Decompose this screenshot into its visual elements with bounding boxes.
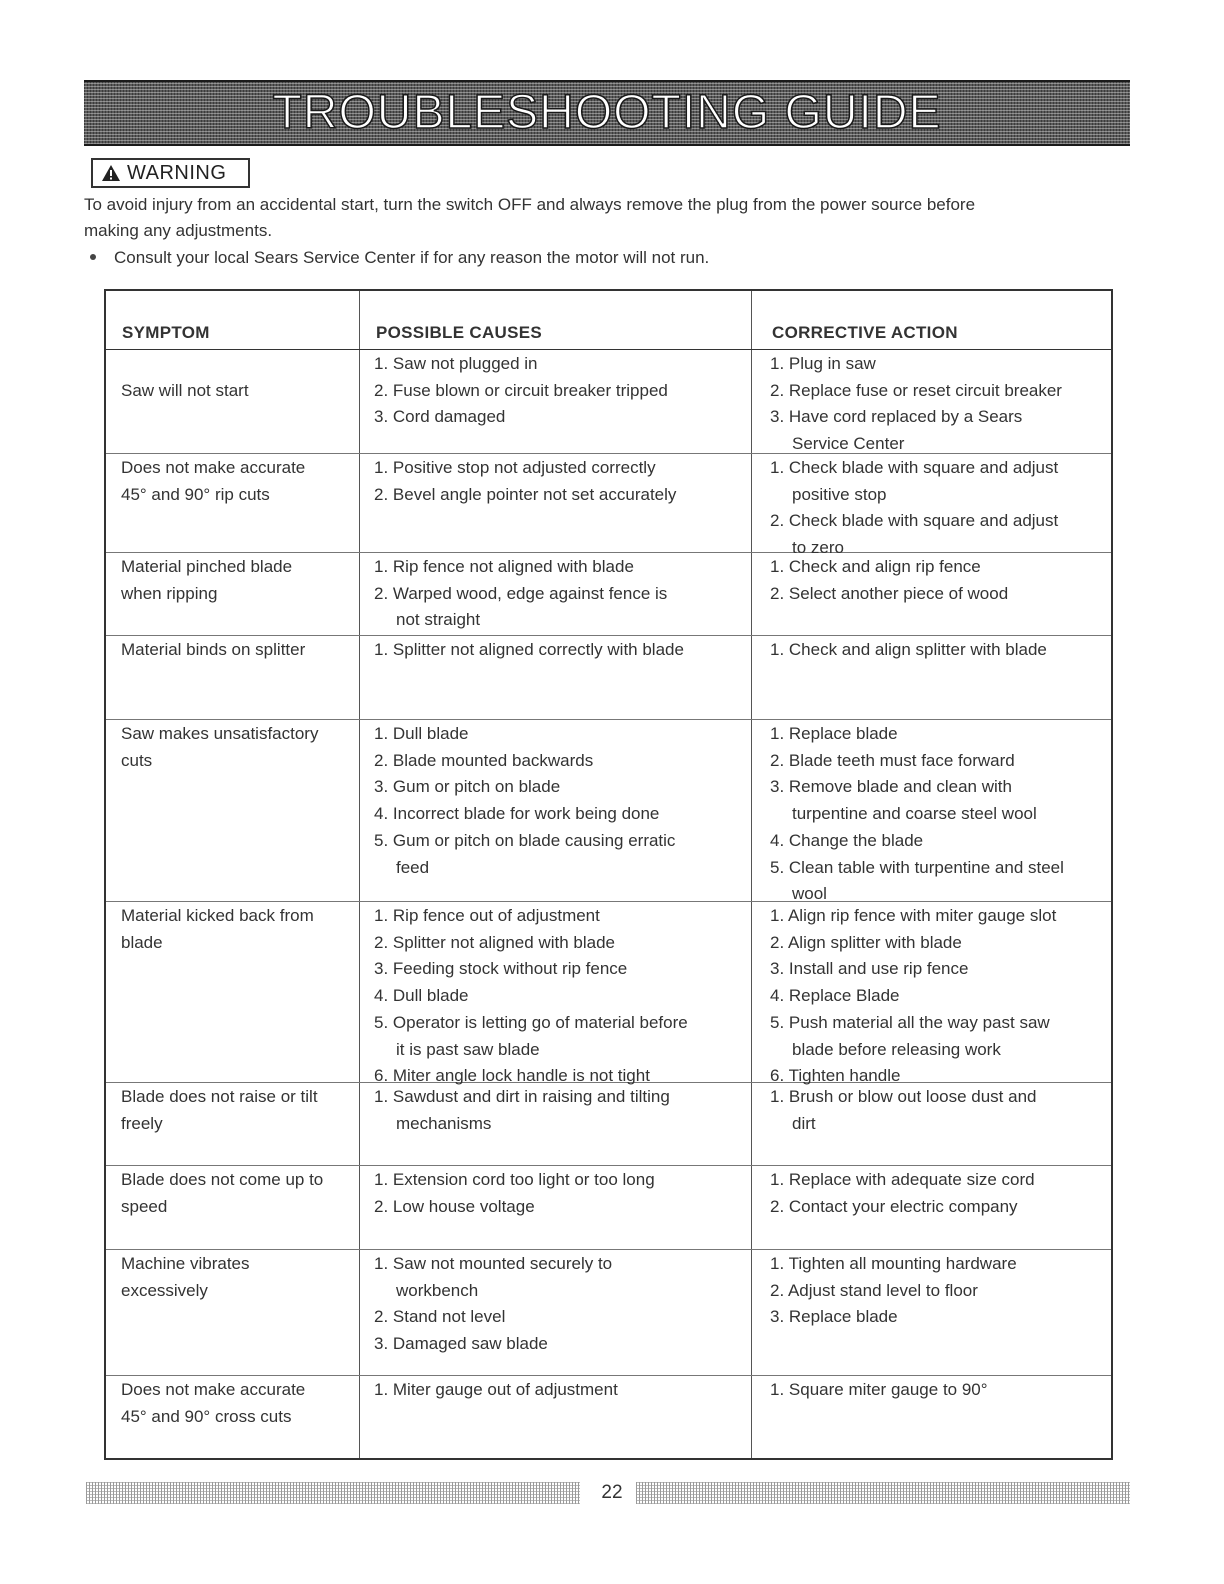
cell-line: 6. Tighten handle: [770, 1066, 901, 1086]
cell-line: 1. Rip fence not aligned with blade: [374, 557, 634, 576]
cell-line: Material binds on splitter: [121, 640, 306, 659]
header-divider: [106, 349, 1111, 350]
cell-line: Service Center: [792, 434, 905, 454]
table-cell-causes: [374, 1167, 655, 1220]
cell-line: 4. Change the blade: [770, 830, 924, 850]
cell-line: 5. Gum or pitch on blade causing erratic: [374, 830, 676, 850]
table-cell-causes: [374, 637, 684, 664]
cell-line: Saw will not start: [121, 380, 249, 400]
cell-line: 3. Gum or pitch on blade: [374, 777, 561, 797]
cell-line: 1. Dull blade: [374, 724, 469, 743]
cell-line: 1. Miter gauge out of adjustment: [374, 1380, 618, 1399]
table-cell-action: [770, 1251, 1017, 1331]
cell-line: 2. Fuse blown or circuit breaker tripped: [374, 380, 668, 400]
warning-text-line: To avoid injury from an accidental start, turn the switch OFF and always remove the plug from the power source before: [84, 195, 976, 214]
table-cell-symptom: [121, 455, 305, 508]
row-divider: [106, 1249, 1111, 1250]
table-cell-action: [770, 351, 1062, 458]
cell-line: 2. Select another piece of wood: [770, 583, 1009, 603]
cell-line: 1. Tighten all mounting hardware: [770, 1254, 1017, 1273]
cell-line: 45° and 90° rip cuts: [121, 484, 270, 504]
table-cell-causes: [374, 1084, 670, 1137]
table-cell-symptom: [121, 721, 318, 774]
warning-label-text: WARNING: [127, 161, 227, 184]
cell-line: blade: [121, 932, 163, 952]
cell-line: 2. Adjust stand level to floor: [770, 1280, 978, 1300]
cell-line: 1. Replace with adequate size cord: [770, 1170, 1035, 1189]
table-cell-symptom: [121, 637, 305, 664]
cell-line: Material kicked back from: [121, 906, 314, 925]
cell-line: 3. Install and use rip fence: [770, 959, 969, 979]
warning-triangle-icon: [101, 164, 121, 182]
cell-line: [121, 351, 249, 378]
cell-line: Does not make accurate: [121, 1380, 306, 1399]
table-cell-action: [770, 554, 1008, 607]
table-cell-action: [770, 1167, 1035, 1220]
cell-line: Blade does not come up to: [121, 1170, 324, 1189]
warning-text: [84, 192, 1144, 244]
cell-line: 2. Warped wood, edge against fence is: [374, 583, 668, 603]
cell-line: feed: [396, 857, 430, 877]
cell-line: 6. Miter angle lock handle is not tight: [374, 1066, 650, 1086]
cell-line: mechanisms: [396, 1113, 492, 1133]
cell-line: 2. Blade mounted backwards: [374, 750, 594, 770]
table-cell-causes: [374, 1251, 612, 1358]
cell-line: 1. Check blade with square and adjust: [770, 458, 1059, 477]
cell-line: 4. Dull blade: [374, 986, 469, 1006]
cell-line: 2. Low house voltage: [374, 1196, 535, 1216]
table-cell-action: [770, 1377, 988, 1404]
bullet-icon: [90, 254, 96, 260]
table-cell-symptom: [121, 1377, 305, 1430]
header-corrective-action: CORRECTIVE ACTION: [772, 323, 958, 342]
cell-line: 1. Square miter gauge to 90°: [770, 1380, 988, 1399]
cell-line: 1. Splitter not aligned correctly with blade: [374, 640, 684, 659]
cell-line: 45° and 90° cross cuts: [121, 1406, 292, 1426]
cell-line: 1. Plug in saw: [770, 354, 876, 373]
cell-line: when ripping: [121, 583, 218, 603]
cell-line: cuts: [121, 750, 153, 770]
table-cell-symptom: [121, 903, 314, 956]
page-title: TROUBLESHOOTING GUIDE: [272, 86, 942, 139]
cell-line: speed: [121, 1196, 168, 1216]
page-number: 22: [601, 1482, 623, 1503]
cell-line: 4. Replace Blade: [770, 986, 900, 1006]
row-divider: [106, 1375, 1111, 1376]
cell-line: 3. Damaged saw blade: [374, 1334, 548, 1354]
footer-pattern-right: [636, 1482, 1130, 1504]
cell-line: 1. Brush or blow out loose dust and: [770, 1087, 1037, 1106]
cell-line: 5. Clean table with turpentine and steel: [770, 857, 1064, 877]
table-cell-symptom: [121, 1084, 318, 1137]
cell-line: 3. Replace blade: [770, 1307, 898, 1327]
cell-line: 1. Extension cord too light or too long: [374, 1170, 655, 1189]
cell-line: wool: [792, 884, 827, 904]
cell-line: Material pinched blade: [121, 557, 293, 576]
column-divider: [751, 291, 752, 1458]
table-cell-causes: [374, 455, 676, 508]
table-cell-causes: [374, 903, 688, 1090]
cell-line: freely: [121, 1113, 163, 1133]
cell-line: to zero: [792, 538, 844, 558]
table-cell-symptom: [121, 554, 292, 607]
column-divider: [359, 291, 360, 1458]
cell-line: not straight: [396, 610, 481, 630]
footer-pattern-left: [86, 1482, 580, 1504]
cell-line: 1. Saw not mounted securely to: [374, 1254, 613, 1273]
table-cell-symptom: [121, 1251, 250, 1304]
cell-line: Does not make accurate: [121, 458, 306, 477]
cell-line: 2. Align splitter with blade: [770, 932, 962, 952]
row-divider: [106, 719, 1111, 720]
troubleshooting-table: [104, 289, 1113, 1460]
service-note-text: Consult your local Sears Service Center if for any reason the motor will not run.: [114, 248, 710, 267]
cell-line: turpentine and coarse steel wool: [792, 804, 1037, 824]
cell-line: workbench: [396, 1280, 479, 1300]
cell-line: positive stop: [792, 484, 887, 504]
cell-line: 2. Check blade with square and adjust: [770, 511, 1059, 531]
cell-line: 3. Remove blade and clean with: [770, 777, 1012, 797]
cell-line: 2. Splitter not aligned with blade: [374, 932, 615, 952]
warning-label: [91, 158, 250, 188]
cell-line: 5. Push material all the way past saw: [770, 1012, 1050, 1032]
header-symptom: SYMPTOM: [122, 323, 210, 342]
cell-line: 3. Cord damaged: [374, 407, 506, 427]
cell-line: 1. Replace blade: [770, 724, 898, 743]
warning-text-line: making any adjustments.: [84, 221, 273, 240]
cell-line: Machine vibrates: [121, 1254, 250, 1273]
cell-line: blade before releasing work: [792, 1039, 1001, 1059]
cell-line: 1. Check and align rip fence: [770, 557, 981, 576]
cell-line: it is past saw blade: [396, 1039, 540, 1059]
table-cell-symptom: [121, 1167, 323, 1220]
table-cell-action: [770, 721, 1064, 908]
cell-line: 1. Saw not plugged in: [374, 354, 538, 373]
table-cell-symptom: [121, 351, 249, 404]
cell-line: 3. Feeding stock without rip fence: [374, 959, 628, 979]
header-possible-causes: POSSIBLE CAUSES: [376, 323, 543, 342]
cell-line: 2. Contact your electric company: [770, 1196, 1018, 1216]
cell-line: Blade does not raise or tilt: [121, 1087, 318, 1106]
cell-line: Saw makes unsatisfactory: [121, 724, 319, 743]
cell-line: 2. Blade teeth must face forward: [770, 750, 1015, 770]
cell-line: 2. Stand not level: [374, 1307, 506, 1327]
cell-line: 3. Have cord replaced by a Sears: [770, 407, 1023, 427]
row-divider: [106, 635, 1111, 636]
cell-line: 5. Operator is letting go of material before: [374, 1012, 688, 1032]
cell-line: dirt: [792, 1113, 816, 1133]
cell-line: 1. Positive stop not adjusted correctly: [374, 458, 656, 477]
table-cell-action: [770, 455, 1058, 562]
cell-line: 1. Check and align splitter with blade: [770, 640, 1047, 659]
cell-line: 1. Align rip fence with miter gauge slot: [770, 906, 1057, 925]
table-cell-causes: [374, 351, 668, 431]
cell-line: 2. Replace fuse or reset circuit breaker: [770, 380, 1062, 400]
row-divider: [106, 1165, 1111, 1166]
cell-line: 1. Sawdust and dirt in raising and tilting: [374, 1087, 670, 1106]
cell-line: 4. Incorrect blade for work being done: [374, 804, 660, 824]
table-cell-causes: [374, 1377, 618, 1404]
table-cell-action: [770, 1084, 1037, 1137]
table-cell-causes: [374, 554, 667, 634]
cell-line: 1. Rip fence out of adjustment: [374, 906, 600, 925]
table-cell-action: [770, 903, 1056, 1090]
cell-line: excessively: [121, 1280, 208, 1300]
service-note: [84, 245, 1144, 271]
table-cell-action: [770, 637, 1047, 664]
title-banner: [84, 80, 1130, 146]
cell-line: 2. Bevel angle pointer not set accurately: [374, 484, 677, 504]
table-cell-causes: [374, 721, 675, 881]
